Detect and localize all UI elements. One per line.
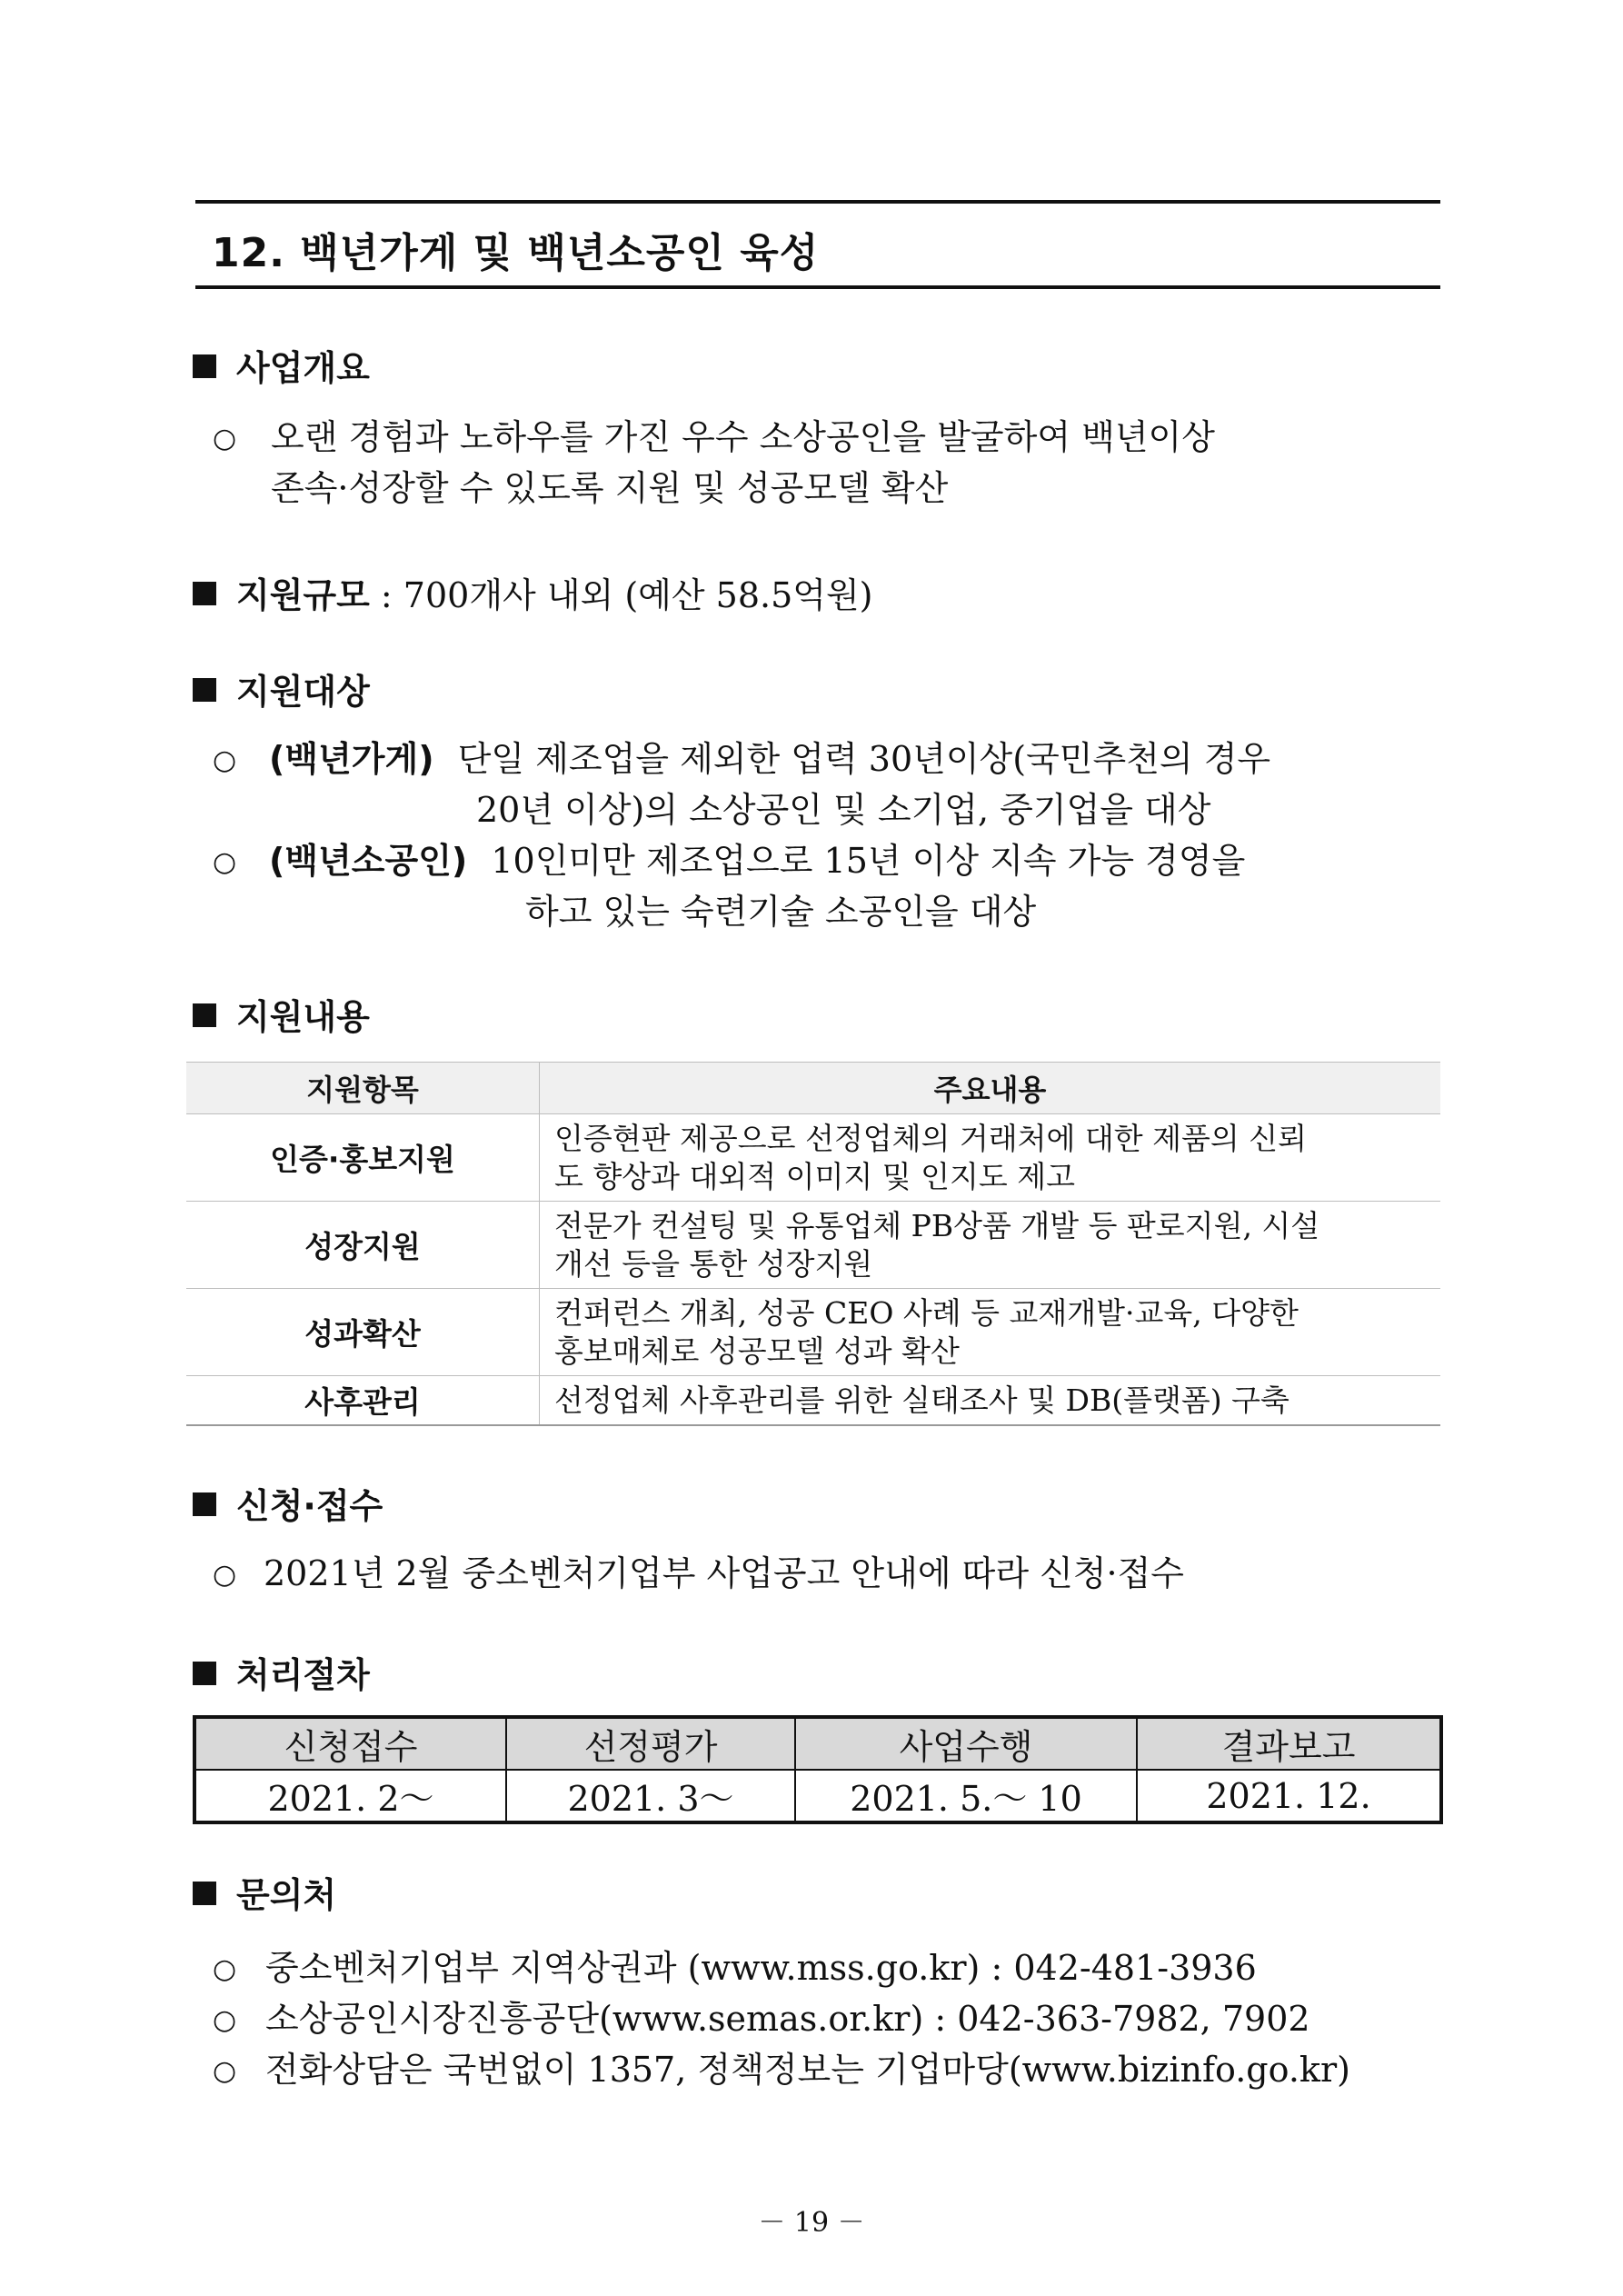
circle-bullet-icon: ○ (213, 1953, 237, 1985)
section-heading-scale: 지원규모 : 700개사 내외 (예산 58.5억원) (193, 567, 873, 617)
section-heading-target: 지원대상 (193, 664, 370, 714)
table-cell-content: 전문가 컨설팅 및 유통업체 PB상품 개발 등 판로지원, 시설 개선 등을 통한 성장지원 (540, 1202, 1441, 1289)
page-title: 12. 백년가게 및 백년소공인 육성 (212, 230, 820, 276)
scale-value: : 700개사 내외 (예산 58.5억원) (369, 575, 873, 615)
square-bullet-icon (193, 1662, 216, 1685)
square-bullet-icon (193, 1003, 216, 1027)
support-content-table (186, 1062, 1440, 1426)
overview-line-1: 오랜 경험과 노하우를 가진 우수 소상공인을 발굴하여 백년이상 (271, 417, 1215, 457)
section-heading-process: 처리절차 (193, 1647, 370, 1697)
table-row (186, 1376, 1440, 1425)
process-step: 사업수행 (795, 1717, 1137, 1770)
section-heading-overview: 사업개요 (193, 340, 370, 390)
square-bullet-icon (193, 354, 216, 378)
table-row (186, 1114, 1440, 1202)
section-heading-apply: 신청·접수 (193, 1478, 383, 1528)
table-header-content: 주요내용 (540, 1063, 1441, 1114)
apply-text: 2021년 2월 중소벤처기업부 사업공고 안내에 따라 신청·접수 (264, 1553, 1185, 1593)
square-bullet-icon (193, 1492, 216, 1516)
circle-bullet-icon: ○ (213, 2004, 237, 2036)
process-step: 결과보고 (1137, 1717, 1441, 1770)
square-bullet-icon (193, 678, 216, 702)
process-date: 2021. 2～ (194, 1770, 506, 1822)
table-cell-item: 인증·홍보지원 (186, 1114, 540, 1202)
circle-bullet-icon: ○ (213, 744, 237, 776)
target-item-1-line-2: 20년 이상)의 소상공인 및 소기업, 중기업을 대상 (476, 790, 1211, 830)
process-date: 2021. 5.～ 10 (795, 1770, 1137, 1822)
process-table (193, 1715, 1443, 1824)
section-heading-content: 지원내용 (193, 989, 370, 1039)
contact-line-3: 전화상담은 국번없이 1357, 정책정보는 기업마당(www.bizinfo.go.kr) (265, 2050, 1350, 2090)
table-row (186, 1289, 1440, 1376)
square-bullet-icon (193, 1882, 216, 1905)
page-number: － 19 － (758, 2207, 865, 2239)
process-step: 신청접수 (194, 1717, 506, 1770)
table-cell-item: 사후관리 (186, 1376, 540, 1425)
process-step: 선정평가 (506, 1717, 795, 1770)
target-item-1-line-1: (백년가게) 단일 제조업을 제외한 업력 30년이상(국민추천의 경우 (269, 739, 1271, 779)
target-item-2-line-1: (백년소공인) 10인미만 제조업으로 15년 이상 지속 가능 경영을 (269, 841, 1246, 881)
circle-bullet-icon: ○ (213, 1559, 237, 1591)
table-cell-content: 선정업체 사후관리를 위한 실태조사 및 DB(플랫폼) 구축 (540, 1376, 1441, 1425)
target-item-2-line-2: 하고 있는 숙련기술 소공인을 대상 (525, 892, 1037, 932)
table-cell-item: 성과확산 (186, 1289, 540, 1376)
process-date: 2021. 12. (1137, 1770, 1441, 1822)
process-date: 2021. 3～ (506, 1770, 795, 1822)
table-row (186, 1202, 1440, 1289)
table-cell-item: 성장지원 (186, 1202, 540, 1289)
circle-bullet-icon: ○ (213, 2055, 237, 2087)
square-bullet-icon (193, 582, 216, 605)
table-header-item: 지원항목 (186, 1063, 540, 1114)
contact-line-2: 소상공인시장진흥공단(www.semas.or.kr) : 042-363-7982, 7902 (265, 1999, 1310, 2039)
table-cell-content: 컨퍼런스 개최, 성공 CEO 사례 등 교재개발·교육, 다양한 홍보매체로 성공모델 성과 확산 (540, 1289, 1441, 1376)
title-block (195, 200, 1440, 289)
target-label-100yr-store: (백년가게) (269, 739, 434, 779)
section-heading-contact: 문의처 (193, 1867, 336, 1917)
target-label-100yr-maker: (백년소공인) (269, 841, 468, 881)
circle-bullet-icon: ○ (213, 846, 237, 878)
circle-bullet-icon: ○ (213, 423, 237, 454)
overview-line-2: 존속·성장할 수 있도록 지원 및 성공모델 확산 (271, 468, 949, 508)
table-cell-content: 인증현판 제공으로 선정업체의 거래처에 대한 제품의 신뢰 도 향상과 대외적 이미지 및 인지도 제고 (540, 1114, 1441, 1202)
contact-line-1: 중소벤처기업부 지역상권과 (www.mss.go.kr) : 042-481-3936 (265, 1948, 1257, 1988)
